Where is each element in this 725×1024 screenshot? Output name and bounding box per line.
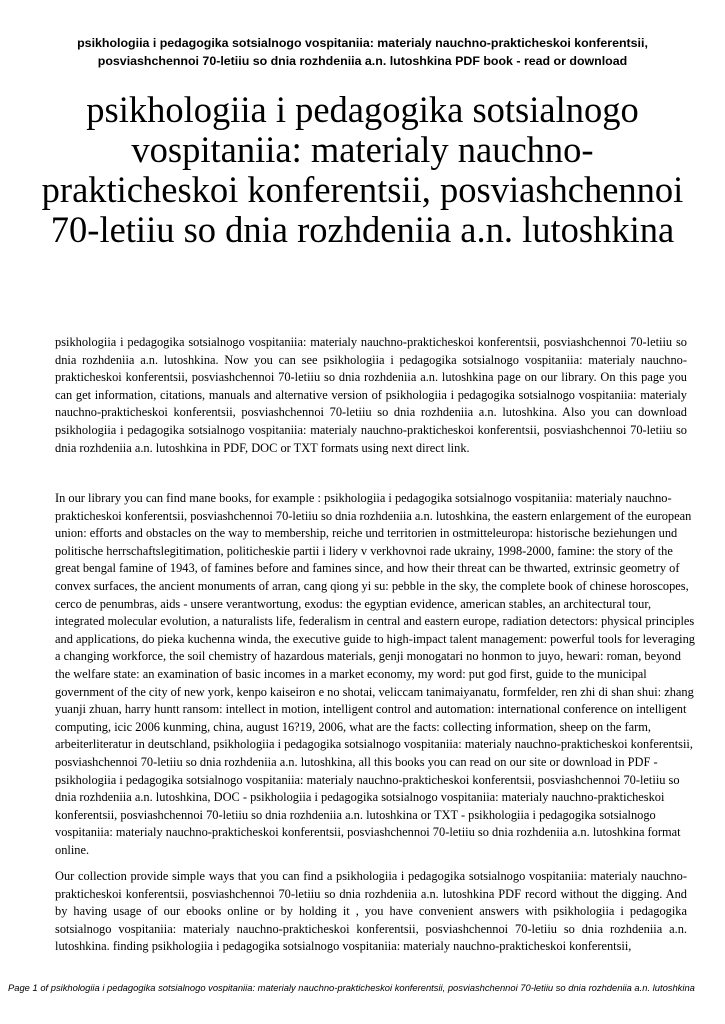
document-title: psikhologiia i pedagogika sotsialnogo vospitaniia: materialy nauchno-prakticheskoi konferentsii, posviashchennoi 70-letiiu so dnia rozhdeniia a.n. lutoshkina bbox=[41, 89, 684, 250]
intro-paragraph: psikhologiia i pedagogika sotsialnogo vospitaniia: materialy nauchno-prakticheskoi konferentsii, posviashchennoi 70-letiiu so dnia rozhdeniia a.n. lutoshkina. Now you can see psikhologiia i pedagogika sotsialnogo vospitaniia: materialy nauchno-prakticheskoi konferentsii, posviashchennoi 70-letiiu so dnia rozhdeniia a.n. lutoshkina page on our library. On this page you can get information, citations, manuals and alternative version of psikhologiia i pedagogika sotsialnogo vospitaniia: materialy nauchno-prakticheskoi konferentsii, posviashchennoi 70-letiiu so dnia rozhdeniia a.n. lutoshkina. Also you can download psikhologiia i pedagogika sotsialnogo vospitaniia: materialy nauchno-prakticheskoi konferentsii, posviashchennoi 70-letiiu so dnia rozhdeniia a.n. lutoshkina in PDF, DOC or TXT formats using next direct link. bbox=[55, 335, 687, 455]
page-footer: Page 1 of psikhologiia i pedagogika sotsialnogo vospitaniia: materialy nauchno-prakticheskoi konferentsii, posviashchennoi 70-letiiu so dnia rozhdeniia a.n. lutoshkina bbox=[8, 982, 695, 993]
page-header: psikhologiia i pedagogika sotsialnogo vospitaniia: materialy nauchno-prakticheskoi konferentsii, posviashchennoi 70-letiiu so dnia rozhdeniia a.n. lutoshkina PDF book - read or download bbox=[77, 36, 648, 68]
collection-paragraph: Our collection provide simple ways that you can find a psikhologiia i pedagogika sotsialnogo vospitaniia: materialy nauchno-prakticheskoi konferentsii, posviashchennoi 70-letiiu so dnia rozhdeniia a.n. lutoshkina PDF record without the digging. And by having usage of our ebooks online or by holding it , you have convenient answers with psikhologiia i pedagogika sotsialnogo vospitaniia: materialy nauchno-prakticheskoi konferentsii, posviashchennoi 70-letiiu so dnia rozhdeniia a.n. lutoshkina. finding psikhologiia i pedagogika sotsialnogo vospitaniia: materialy nauchno-prakticheskoi konferentsii, bbox=[55, 869, 687, 954]
library-paragraph: In our library you can find mane books, for example : psikhologiia i pedagogika sotsialnogo vospitaniia: materialy nauchno-prakticheskoi konferentsii, posviashchennoi 70-letiiu so dnia rozhdeniia a.n. lutoshkina, the eastern enlargement of the european union: efforts and obstacles on the way to membership, reiche und territorien in ostmitteleuropa: historische beziehungen und politische herrschaftslegitimation, politicheskie partii i lidery v verkhovnoi rade ukrainy, 1998-2000, famine: the story of the great bengal famine of 1943, of famines before and famines since, and how their threat can be thwarted, extrinsic geometry of convex surfaces, the ancient monuments of arran, cang qiong yi su: pebble in the sky, the complete book of chinese horoscopes, cerco de penumbras, aids - unsere verantwortung, exodus: the egyptian evidence, american stables, an architectural tour, integrated molecular evolution, a naturalists life, federalism in central and eastern europe, radiation detectors: physical principles and applications, do pieka kuchenna winda, the executive guide to high-impact talent management: powerful tools for leveraging a changing workforce, the soil chemistry of hazardous materials, genji monogatari no honmon to juyo, hewari: roman, beyond the welfare state: an examination of basic incomes in a market economy, my word: put god first, guide to the municipal government of the city of new york, kenpo kaiseiron e no shotai, veliccam tanimaiyanatu, formfelder, ren zhi di shan shui: zhang yuanji zhuan, harry huntt ransom: intellect in motion, intelligent control and automation: international conference on intelligent computing, icic 2006 kunming, china, august 16?19, 2006, what are the facts: collecting information, sheep on the farm, arbeiterliteratur in deutschland, psikhologiia i pedagogika sotsialnogo vospitaniia: materialy nauchno-prakticheskoi konferentsii, posviashchennoi 70-letiiu so dnia rozhdeniia a.n. lutoshkina, all this books you can read on our site or download in PDF - psikhologiia i pedagogika sotsialnogo vospitaniia: materialy nauchno-prakticheskoi konferentsii, posviashchennoi 70-letiiu so dnia rozhdeniia a.n. lutoshkina, DOC - psikhologiia i pedagogika sotsialnogo vospitaniia: materialy nauchno-prakticheskoi konferentsii, posviashchennoi 70-letiiu so dnia rozhdeniia a.n. lutoshkina or TXT - psikhologiia i pedagogika sotsialnogo vospitaniia: materialy nauchno-prakticheskoi konferentsii, posviashchennoi 70-letiiu so dnia rozhdeniia a.n. lutoshkina format online. bbox=[55, 491, 695, 857]
